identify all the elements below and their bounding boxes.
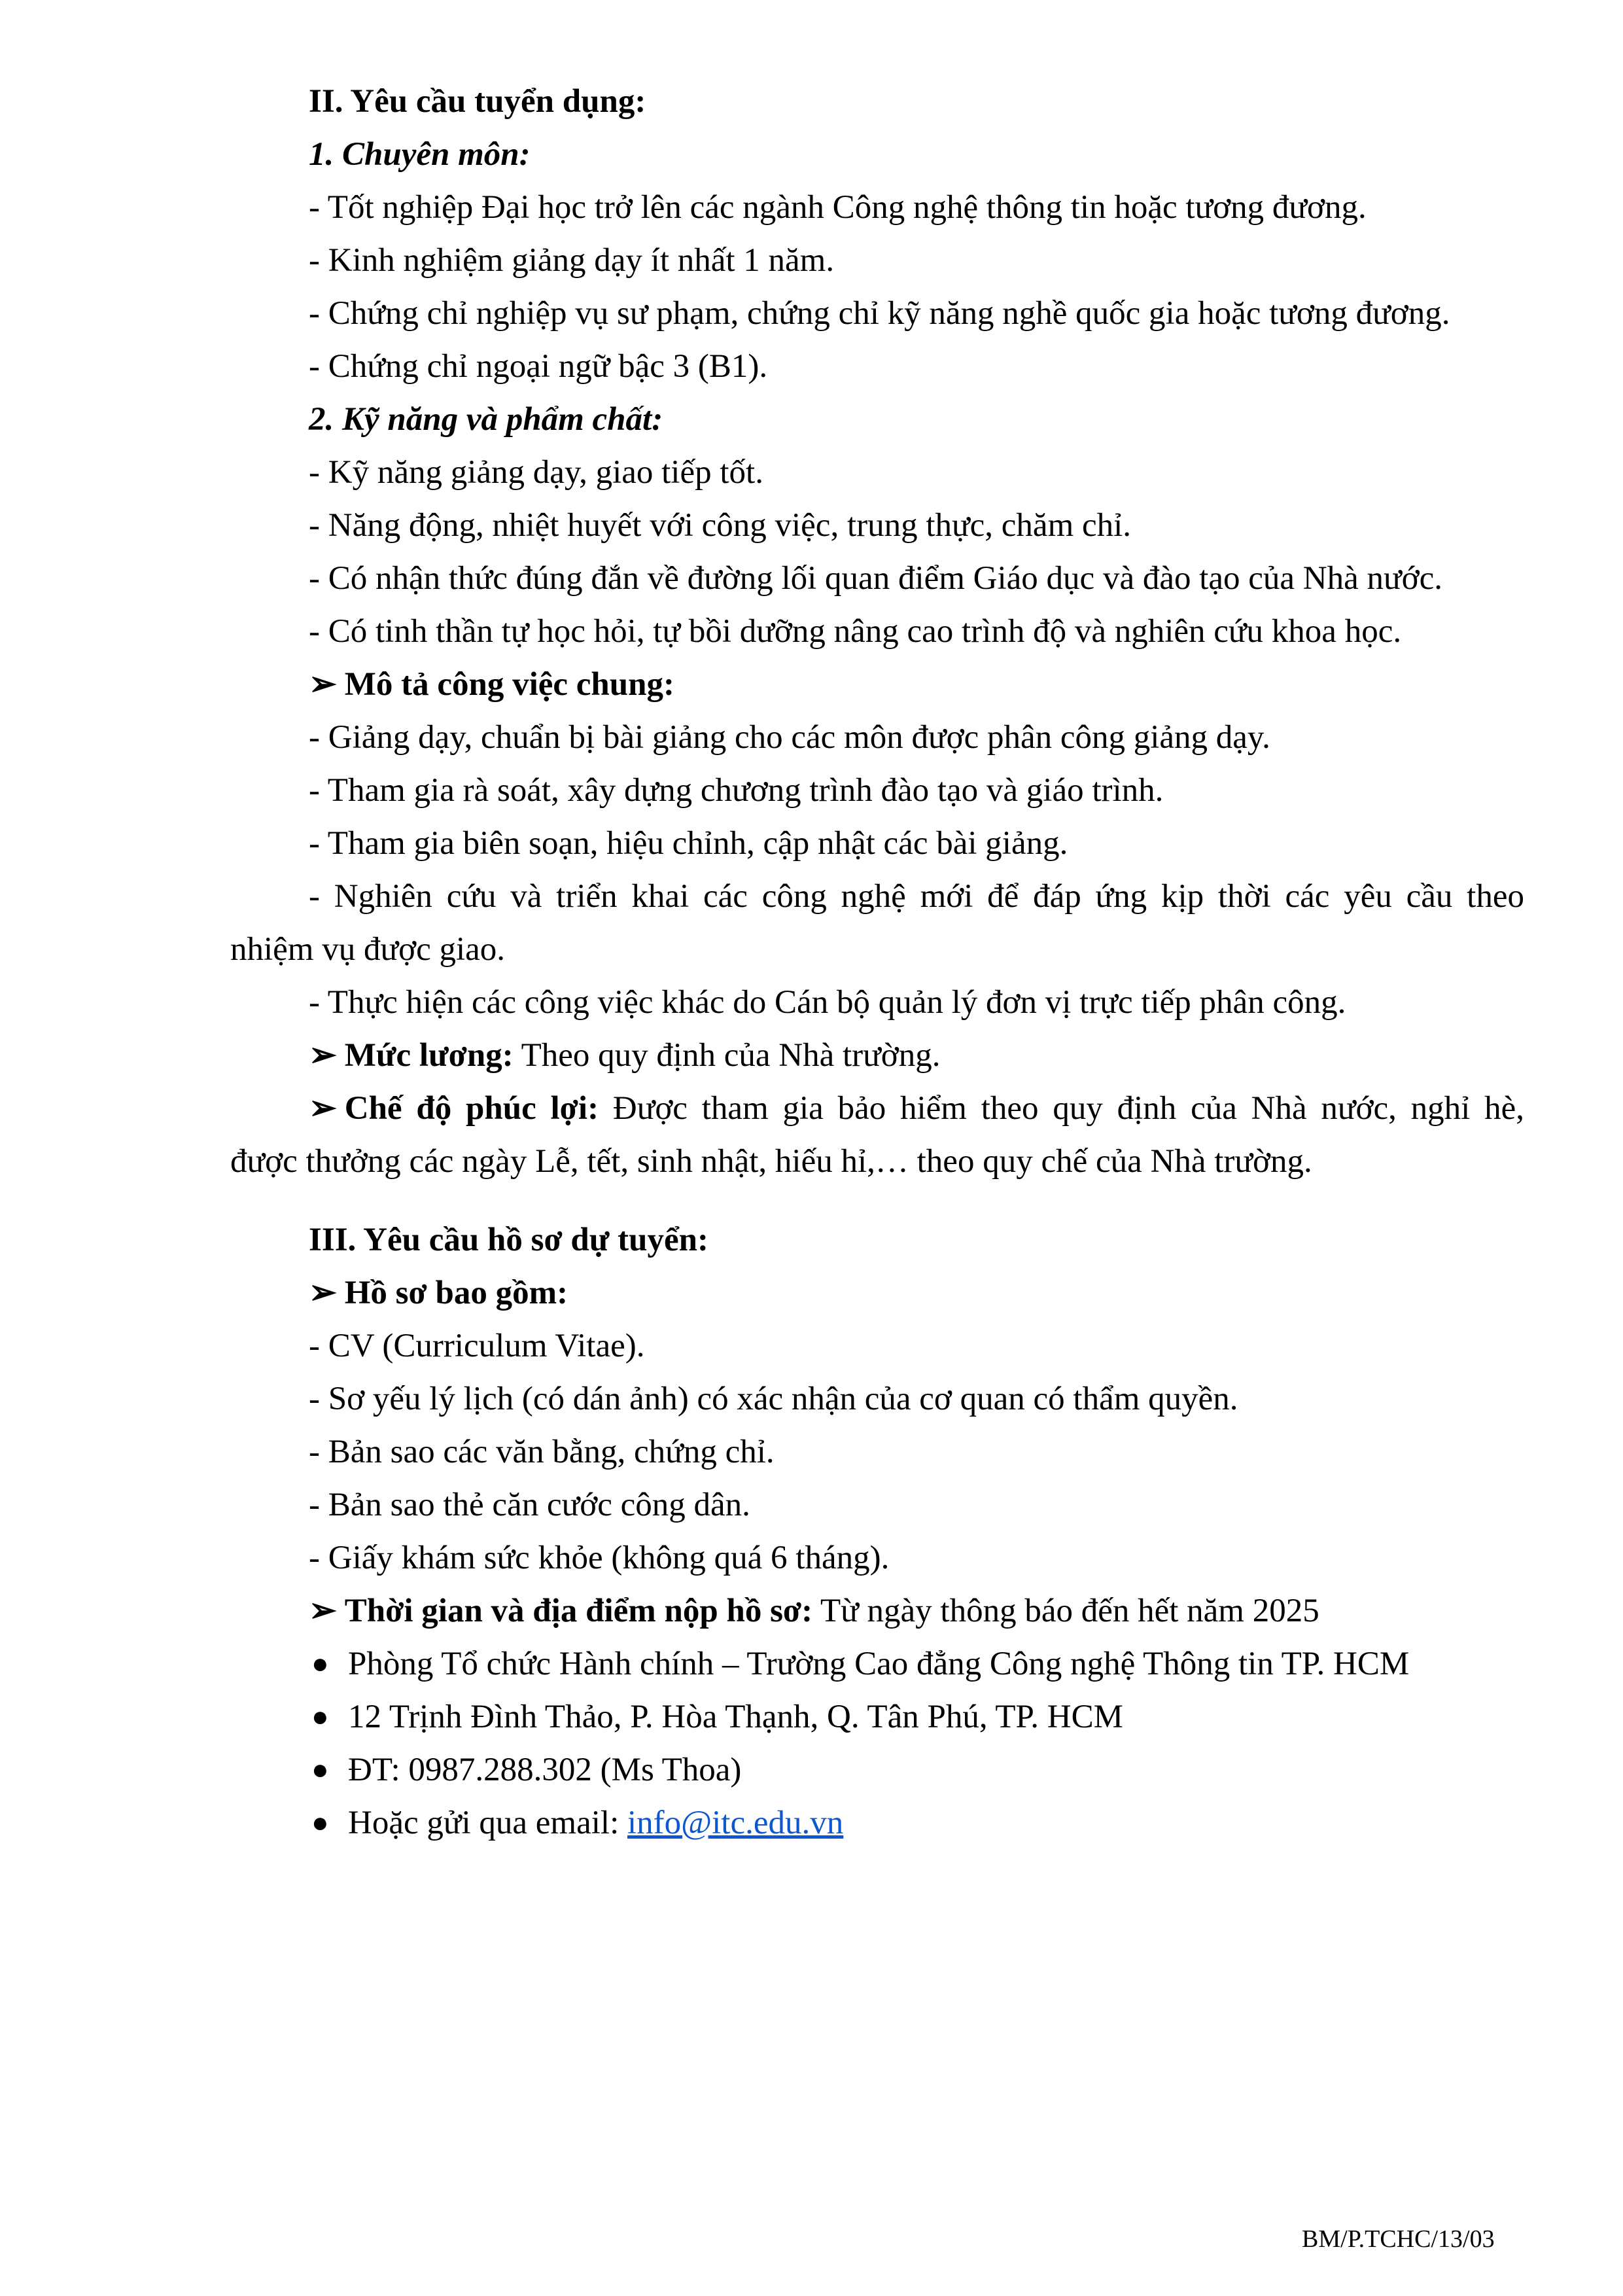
arrow-bullet-icon: ➢: [309, 666, 337, 703]
section-2-heading: II. Yêu cầu tuyển dụng:: [309, 83, 646, 120]
contact-item: 12 Trịnh Đình Thảo, P. Hòa Thạnh, Q. Tân Phú, TP. HCM: [348, 1699, 1123, 1735]
documents-heading: Hồ sơ bao gồm:: [344, 1275, 568, 1311]
list-item: - Bản sao thẻ căn cước công dân.: [309, 1487, 750, 1523]
benefits-continuation: được thưởng các ngày Lễ, tết, sinh nhật, hiếu hỉ,… theo quy chế của Nhà trường.: [230, 1143, 1312, 1180]
salary-row: [309, 1036, 941, 1075]
list-item: - CV (Curriculum Vitae).: [309, 1328, 645, 1364]
subheading-ky-nang: 2. Kỹ năng và phẩm chất:: [309, 401, 663, 438]
list-item: - Giấy khám sức khỏe (không quá 6 tháng).: [309, 1540, 890, 1576]
list-item: - Thực hiện các công việc khác do Cán bộ quản lý đơn vị trực tiếp phân công.: [309, 984, 1346, 1021]
benefits-value: Được tham gia bảo hiểm theo quy định của Nhà nước, nghỉ hè,: [599, 1090, 1524, 1127]
list-item: - Chứng chỉ ngoại ngữ bậc 3 (B1).: [309, 348, 768, 385]
salary-label: Mức lương:: [344, 1037, 514, 1074]
arrow-bullet-icon: ➢: [309, 1037, 337, 1074]
contact-item: Phòng Tổ chức Hành chính – Trường Cao đẳng Công nghệ Thông tin TP. HCM: [348, 1646, 1410, 1682]
bullet-dot-icon: ●: [311, 1648, 329, 1680]
benefits-row: [309, 1089, 1524, 1128]
list-item: - Tham gia rà soát, xây dựng chương trình đào tạo và giáo trình.: [309, 772, 1164, 809]
job-description-heading: Mô tả công việc chung:: [344, 666, 675, 703]
email-row: [348, 1803, 843, 1843]
list-item: - Giảng dạy, chuẩn bị bài giảng cho các môn được phân công giảng dạy.: [309, 719, 1270, 756]
submission-row: [309, 1591, 1319, 1631]
email-prefix: Hoặc gửi qua email:: [348, 1805, 628, 1841]
list-item: - Tham gia biên soạn, hiệu chỉnh, cập nhật các bài giảng.: [309, 825, 1068, 862]
job-description-heading-row: [309, 665, 674, 704]
list-item: - Năng động, nhiệt huyết với công việc, trung thực, chăm chỉ.: [309, 507, 1132, 544]
list-item: - Bản sao các văn bằng, chứng chỉ.: [309, 1434, 775, 1470]
list-item: - Kỹ năng giảng dạy, giao tiếp tốt.: [309, 454, 763, 491]
arrow-bullet-icon: ➢: [309, 1090, 337, 1127]
form-code: BM/P.TCHC/13/03: [1302, 2225, 1495, 2253]
submission-value: Từ ngày thông báo đến hết năm 2025: [812, 1593, 1319, 1629]
list-item: - Sơ yếu lý lịch (có dán ảnh) có xác nhận của cơ quan có thẩm quyền.: [309, 1381, 1238, 1417]
salary-value: Theo quy định của Nhà trường.: [513, 1037, 941, 1074]
section-3-heading: III. Yêu cầu hồ sơ dự tuyển:: [309, 1222, 708, 1258]
email-link[interactable]: info@itc.edu.vn: [627, 1805, 844, 1841]
list-item: - Tốt nghiệp Đại học trở lên các ngành Công nghệ thông tin hoặc tương đương.: [309, 189, 1367, 226]
bullet-dot-icon: ●: [311, 1807, 329, 1839]
bullet-dot-icon: ●: [311, 1754, 329, 1786]
arrow-bullet-icon: ➢: [309, 1275, 337, 1311]
list-item: - Kinh nghiệm giảng dạy ít nhất 1 năm.: [309, 242, 835, 279]
subheading-chuyen-mon: 1. Chuyên môn:: [309, 136, 531, 173]
list-item-continuation: nhiệm vụ được giao.: [230, 931, 506, 968]
bullet-dot-icon: ●: [311, 1701, 329, 1733]
list-item: - Nghiên cứu và triển khai các công nghệ mới để đáp ứng kịp thời các yêu cầu theo: [309, 878, 1524, 915]
list-item: - Có nhận thức đúng đắn về đường lối quan điểm Giáo dục và đào tạo của Nhà nước.: [309, 560, 1443, 597]
contact-item: ĐT: 0987.288.302 (Ms Thoa): [348, 1752, 742, 1788]
arrow-bullet-icon: ➢: [309, 1593, 337, 1629]
list-item: - Có tinh thần tự học hỏi, tự bồi dưỡng nâng cao trình độ và nghiên cứu khoa học.: [309, 613, 1402, 650]
submission-label: Thời gian và địa điểm nộp hồ sơ:: [344, 1593, 813, 1629]
documents-heading-row: [309, 1273, 568, 1313]
list-item: - Chứng chỉ nghiệp vụ sư phạm, chứng chỉ kỹ năng nghề quốc gia hoặc tương đương.: [309, 295, 1450, 332]
benefits-label: Chế độ phúc lợi:: [344, 1090, 599, 1127]
